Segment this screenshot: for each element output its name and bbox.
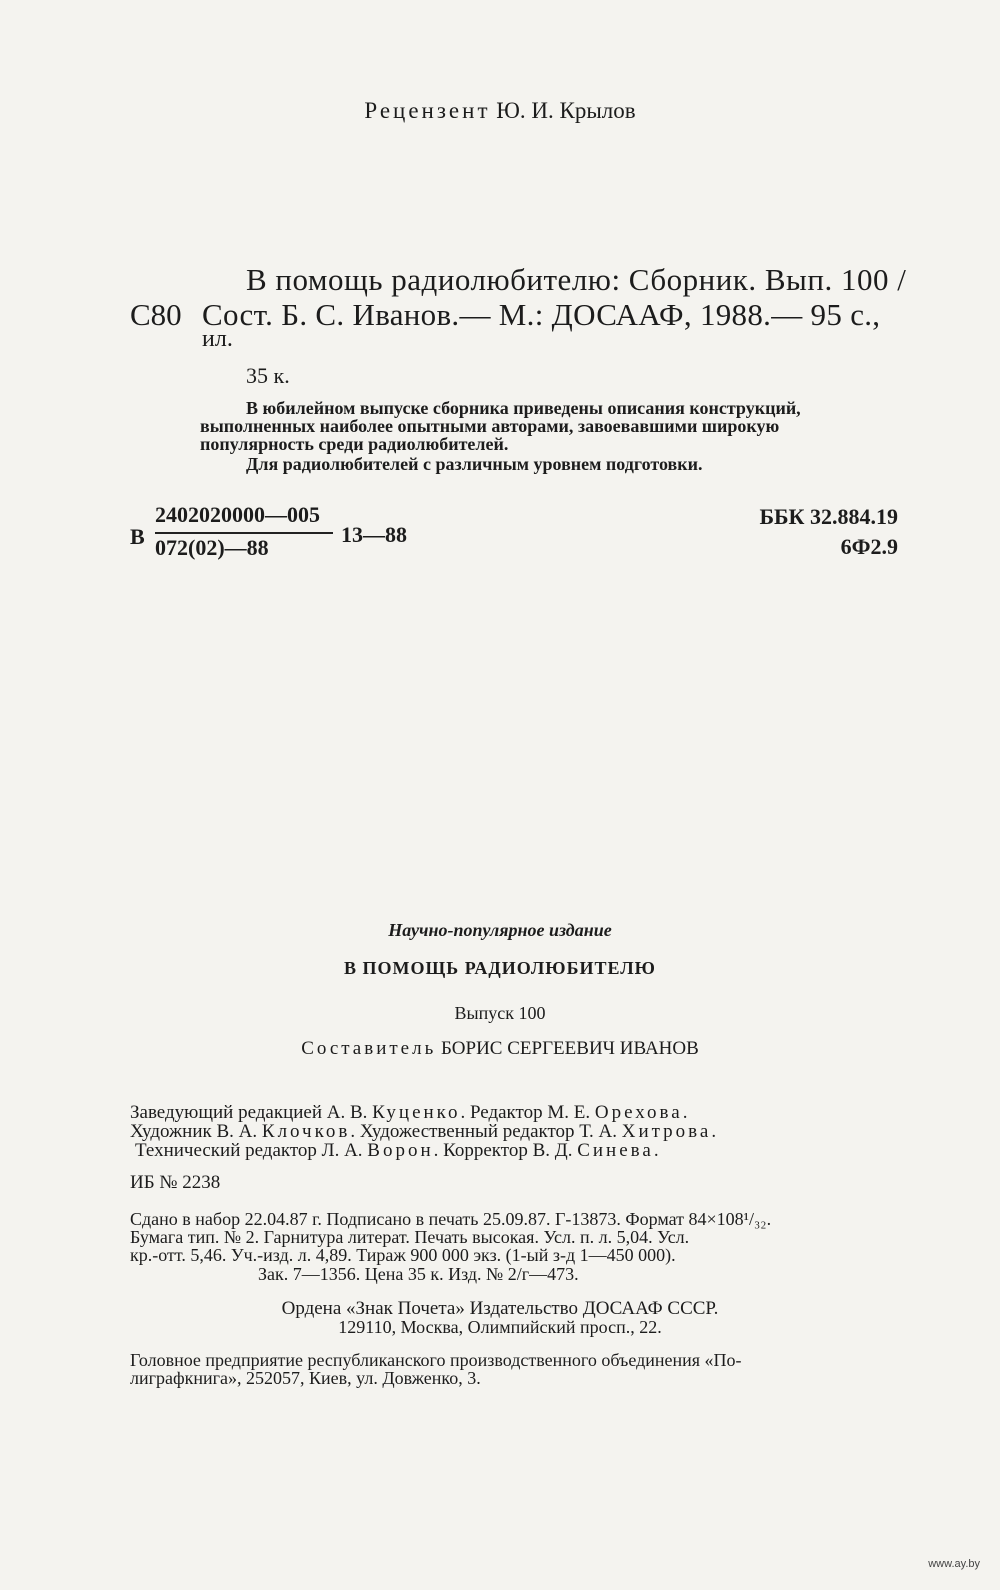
- staff-text: Заведующий редакцией А. В.: [130, 1102, 373, 1123]
- publisher-address: 129110, Москва, Олимпийский просп., 22.: [338, 1317, 662, 1337]
- publisher-line: Ордена «Знак Почета» Издательство ДОСААФ СССР.: [281, 1298, 719, 1319]
- bib-title: В помощь радиолюбителю: Сборник. Вып. 100 /: [246, 262, 907, 297]
- staff-text: .: [711, 1121, 717, 1142]
- bib-code: С80: [130, 297, 182, 332]
- staff-text: .: [653, 1140, 659, 1161]
- index-suffix: 13—88: [341, 522, 407, 547]
- staff-surname: Орехова: [594, 1102, 683, 1123]
- annotation-line: популярность среди радиолюбителей.: [200, 434, 509, 454]
- compiler-line: [0, 1038, 1000, 1060]
- plant-line: Головное предприятие республиканского производственного объединения «По-: [130, 1350, 742, 1370]
- staff-text: .: [682, 1102, 688, 1123]
- staff-surname: Куценко: [372, 1102, 461, 1123]
- print-line: Зак. 7—1356. Цена 35 к. Изд. № 2/г—473.: [258, 1264, 579, 1284]
- reviewer-line: [0, 98, 1000, 124]
- reviewer-name: Ю. И. Крылов: [496, 98, 636, 123]
- classification-code: 6Ф2.9: [840, 534, 898, 559]
- annotation-line: В юбилейном выпуске сборника приведены описания конструкций,: [246, 398, 801, 418]
- staff-text: . Художественный редактор Т. А.: [350, 1121, 622, 1142]
- print-line: кр.-отт. 5,46. Уч.-изд. л. 4,89. Тираж 900 000 экз. (1-ый з-д 1—450 000).: [130, 1245, 676, 1265]
- index-prefix: В: [130, 524, 145, 549]
- print-line: Сдано в набор 22.04.87 г. Подписано в печать 25.09.87. Г-13873. Формат 84×108¹/₃₂.: [130, 1209, 772, 1229]
- index-denominator: 072(02)—88: [155, 535, 269, 560]
- annotation-line: Для радиолюбителей с различным уровнем подготовки.: [246, 454, 703, 474]
- bib-line-3: ил.: [202, 326, 233, 352]
- bbk-code: ББК 32.884.19: [759, 504, 898, 529]
- print-line: Бумага тип. № 2. Гарнитура литерат. Печать высокая. Усл. п. л. 5,04. Усл.: [130, 1227, 690, 1247]
- staff-line: [135, 1140, 659, 1162]
- staff-text: Художник В. А.: [130, 1121, 262, 1142]
- plant-line: лиграфкнига», 252057, Киев, ул. Довженко, 3.: [130, 1368, 481, 1388]
- ib-number: ИБ № 2238: [130, 1172, 221, 1193]
- staff-surname: Ворон: [367, 1140, 434, 1161]
- staff-text: Технический редактор Л. А.: [135, 1140, 368, 1161]
- compiler-role: Составитель: [301, 1038, 437, 1059]
- annotation-line: выполненных наиболее опытными авторами, завоевавшими широкую: [200, 416, 780, 436]
- fraction-line: [155, 532, 333, 534]
- colophon-title: В ПОМОЩЬ РАДИОЛЮБИТЕЛЮ: [344, 958, 656, 978]
- staff-text: . Корректор В. Д.: [433, 1140, 578, 1161]
- staff-surname: Синева: [577, 1140, 654, 1161]
- price: 35 к.: [246, 363, 290, 388]
- bib-line-2: Сост. Б. С. Иванов.— М.: ДОСААФ, 1988.— 95 с.,: [202, 297, 881, 332]
- genre: Научно-популярное издание: [388, 920, 612, 940]
- index-numerator: 2402020000—005: [155, 502, 320, 527]
- watermark: www.ay.by: [928, 1558, 980, 1570]
- compiler-name: БОРИС СЕРГЕЕВИЧ ИВАНОВ: [441, 1038, 699, 1059]
- reviewer-role: Рецензент: [364, 98, 491, 123]
- issue: Выпуск 100: [454, 1003, 546, 1023]
- staff-surname: Клочков: [261, 1121, 351, 1142]
- staff-text: . Редактор М. Е.: [460, 1102, 595, 1123]
- staff-surname: Хитрова: [621, 1121, 712, 1142]
